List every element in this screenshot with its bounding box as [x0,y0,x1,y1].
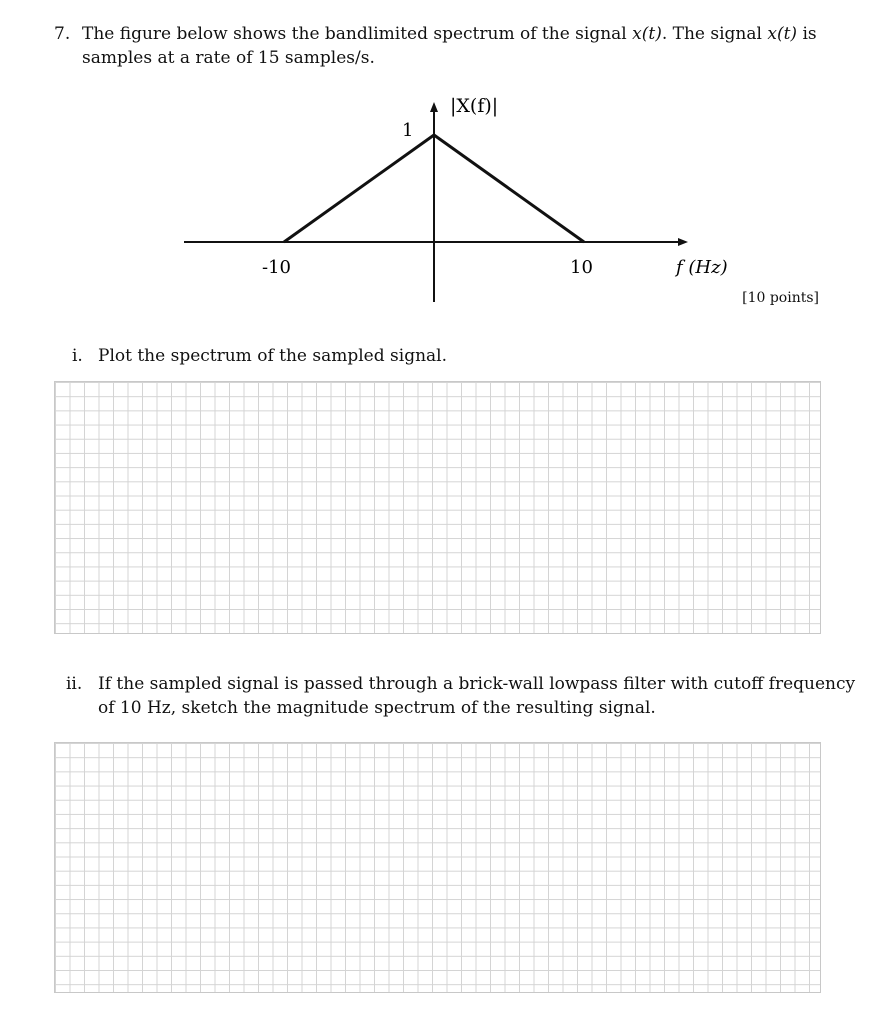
part-ii-text-line-1: If the sampled signal is passed through a brick-wall lowpass filter with cutoff frequency [98,674,856,694]
x-tick-label-10: 10 [570,257,593,278]
part-i-text: Plot the spectrum of the sampled signal. [98,346,447,366]
question-text-part-a: The figure below shows the bandlimited spectrum of the signal [82,24,633,44]
y-axis-label: |X(f)| [450,95,499,117]
question-number: 7. [54,24,71,44]
question-text-part-b: . The signal [661,24,768,44]
y-axis-arrowhead [430,102,438,112]
signal-symbol: x(t) [767,24,798,44]
question-text-part-c: is [797,24,817,44]
part-i-label: i. [72,346,83,366]
x-axis-arrowhead [678,238,688,246]
answer-grid-part-ii[interactable] [54,742,821,993]
part-ii-text-line-2: of 10 Hz, sketch the magnitude spectrum of the resulting signal. [98,698,656,718]
question-text-line-2: samples at a rate of 15 samples/s. [82,48,375,68]
part-ii-label: ii. [66,674,83,694]
points-label: [10 points] [742,290,819,306]
answer-grid-part-i[interactable] [54,381,821,634]
peak-value-label: 1 [402,120,414,141]
x-axis-label: f (Hz) [676,257,728,278]
signal-symbol: x(t) [632,24,662,44]
spectrum-figure [0,0,873,330]
x-tick-label-neg-10: -10 [262,257,291,278]
